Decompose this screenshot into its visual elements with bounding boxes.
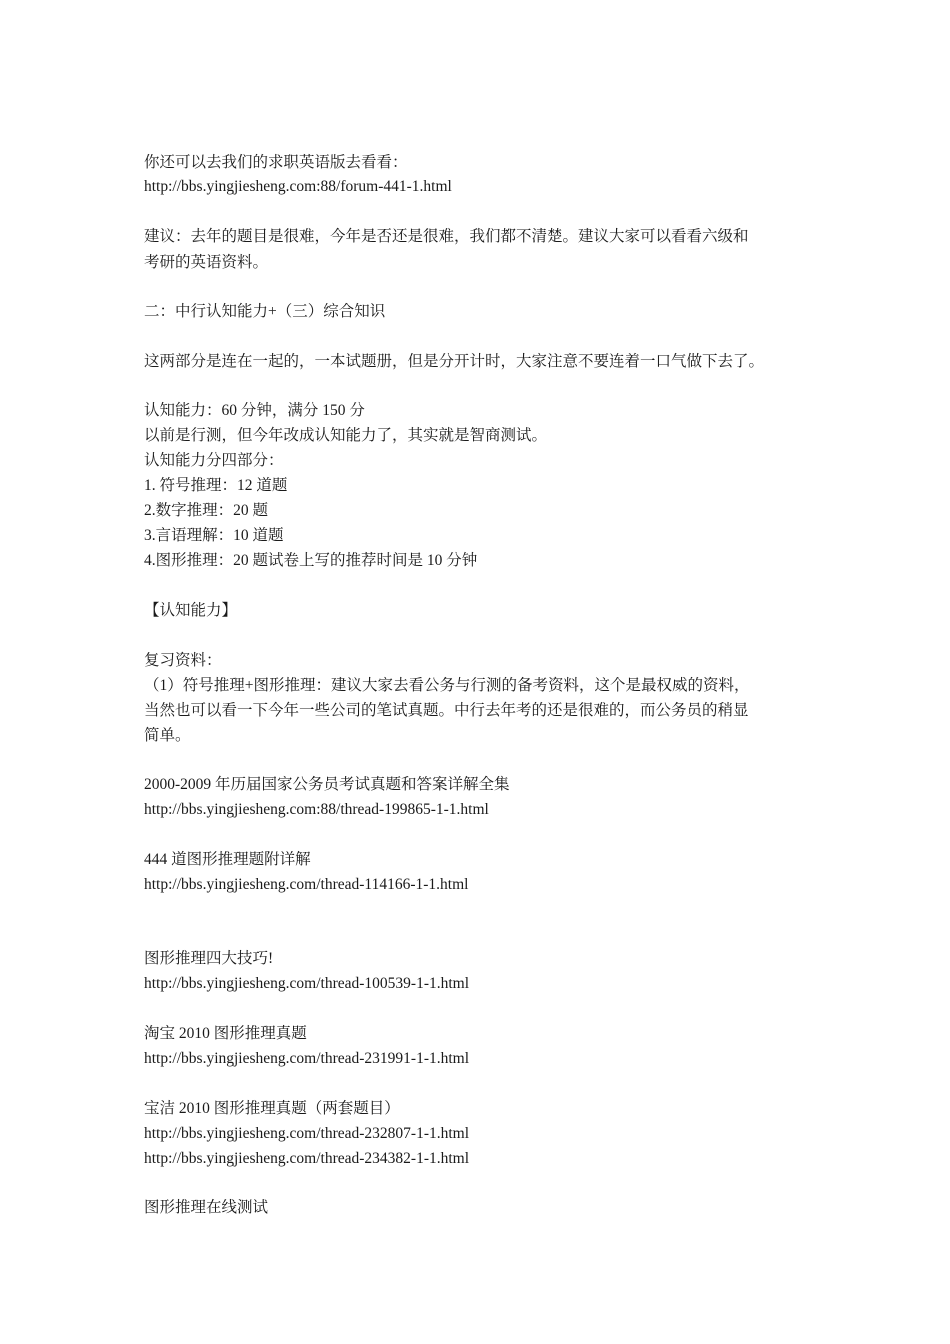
resource1-link[interactable]: http://bbs.yingjiesheng.com:88/thread-199865-1-1.html: [144, 801, 489, 818]
section2-heading: 二：中行认知能力+（三）综合知识: [144, 303, 386, 320]
cognitive-time-line: 认知能力：60 分钟，满分 150 分: [144, 402, 365, 419]
cognitive-parts-intro: 认知能力分四部分：: [144, 452, 284, 469]
resource4-link[interactable]: http://bbs.yingjiesheng.com/thread-231991-1-1.html: [144, 1050, 470, 1067]
english-forum-link[interactable]: http://bbs.yingjiesheng.com:88/forum-441-1.html: [144, 178, 452, 195]
resource3-link[interactable]: http://bbs.yingjiesheng.com/thread-100539-1-1.html: [144, 975, 470, 992]
part-item-figure: 4.图形推理：20 题试卷上写的推荐时间是 10 分钟: [144, 552, 478, 569]
resource3-title: 图形推理四大技巧!: [144, 950, 274, 967]
resource5-link-b[interactable]: http://bbs.yingjiesheng.com/thread-234382-1-1.html: [144, 1150, 470, 1167]
part-item-number: 2.数字推理：20 题: [144, 502, 269, 519]
resource5-link-a[interactable]: http://bbs.yingjiesheng.com/thread-232807-1-1.html: [144, 1125, 470, 1142]
suggestion-text-line2: 考研的英语资料。: [144, 254, 269, 271]
resource4-title: 淘宝 2010 图形推理真题: [144, 1025, 307, 1042]
cognitive-history-line: 以前是行测，但今年改成认知能力了，其实就是智商测试。: [144, 427, 548, 444]
suggestion-text-line1: 建议：去年的题目是很难，今年是否还是很难，我们都不清楚。建议大家可以看看六级和: [144, 228, 749, 245]
english-forum-intro: 你还可以去我们的求职英语版去看看：: [144, 154, 408, 171]
two-parts-note: 这两部分是连在一起的，一本试题册，但是分开计时，大家注意不要连着一口气做下去了。: [144, 353, 765, 370]
review-item1-line2: 当然也可以看一下今年一些公司的笔试真题。中行去年考的还是很难的，而公务员的稍显: [144, 702, 749, 719]
review-item1-line1: （1）符号推理+图形推理：建议大家去看公务与行测的备考资料，这个是最权威的资料，: [144, 677, 750, 694]
resource2-title: 444 道图形推理题附详解: [144, 851, 311, 868]
review-item1-line3: 简单。: [144, 727, 191, 744]
resource5-title: 宝洁 2010 图形推理真题（两套题目）: [144, 1100, 400, 1117]
resource2-link[interactable]: http://bbs.yingjiesheng.com/thread-114166-1-1.html: [144, 876, 469, 893]
resource6-title: 图形推理在线测试: [144, 1199, 269, 1216]
review-materials-label: 复习资料：: [144, 652, 222, 669]
part-item-symbol: 1. 符号推理：12 道题: [144, 477, 288, 494]
part-item-verbal: 3.言语理解：10 道题: [144, 527, 284, 544]
resource1-title: 2000-2009 年历届国家公务员考试真题和答案详解全集: [144, 776, 510, 793]
cognitive-bracket-heading: 【认知能力】: [144, 602, 238, 619]
